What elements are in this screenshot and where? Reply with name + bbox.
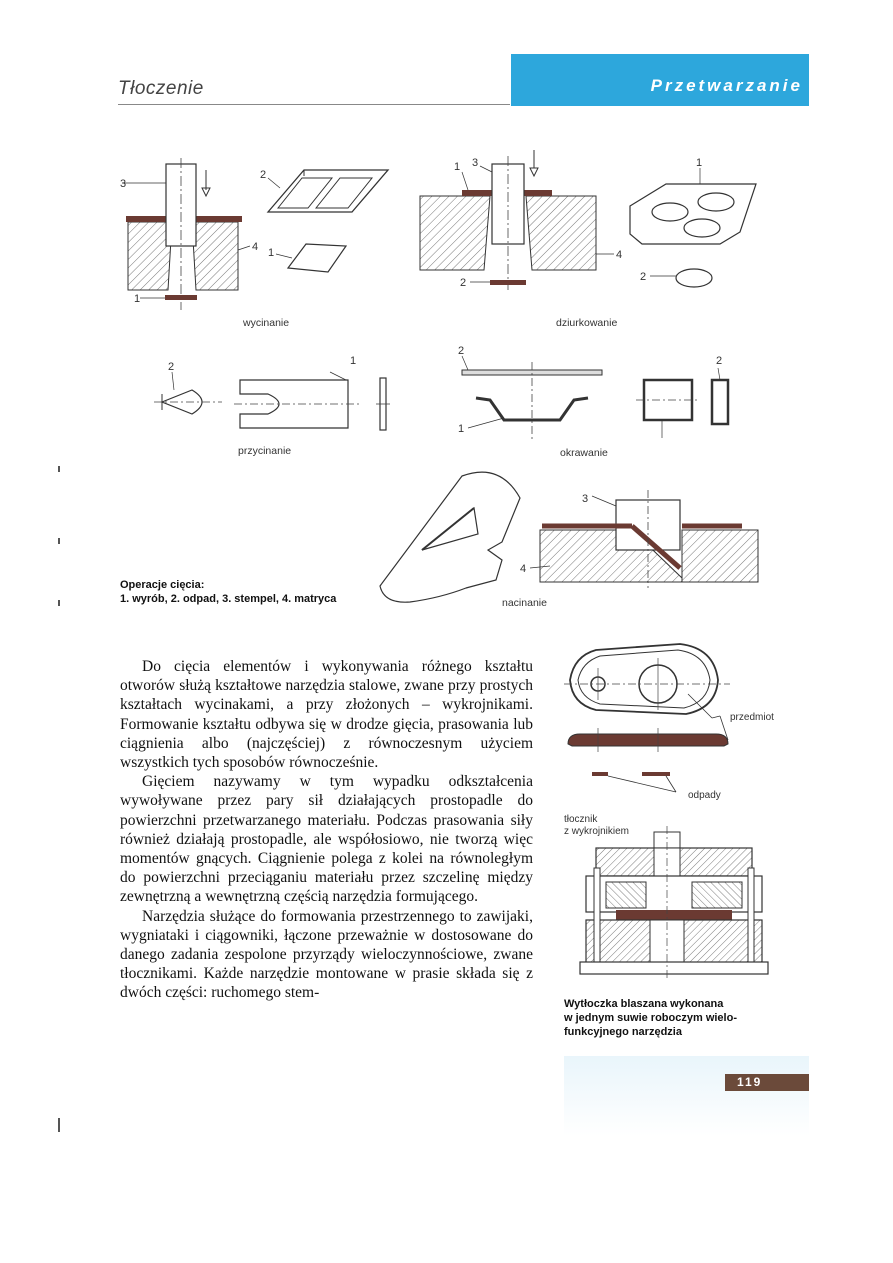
- paragraph: Narzędzia służące do formowania przestrzennego to zawijaki, wygniataki i ciągowniki, łączone przeważnie w dostosowane do danego zadania zespolone przyrządy wieloczynnościowe, zwane tłocznikami. Każde narzędzie montowane w prasie składa się z dwóch części: ruchomego stem-: [120, 907, 533, 1002]
- side-caption-line: funkcyjnego narzędzia: [564, 1026, 682, 1038]
- label: 3: [120, 178, 127, 190]
- operations-caption: [120, 578, 336, 606]
- label: 2: [640, 271, 647, 283]
- operations-caption-title: Operacje cięcia:: [120, 579, 205, 591]
- label: 2: [716, 355, 723, 367]
- side-caption-line: w jednym suwie roboczym wielo-: [564, 1012, 737, 1024]
- label: 3: [582, 493, 589, 505]
- figure-okrawanie: [448, 340, 748, 465]
- label: 4: [520, 563, 527, 575]
- margin-mark: [58, 1118, 60, 1132]
- figure-nacinanie: [370, 468, 760, 618]
- caption-dziurkowanie: dziurkowanie: [556, 317, 618, 329]
- label: 2: [460, 277, 467, 289]
- figure-przycinanie: [150, 350, 400, 460]
- figure-wycinanie: [110, 150, 400, 340]
- label: 4: [616, 249, 623, 261]
- label: 2: [168, 361, 175, 373]
- page-number: 119: [737, 1075, 763, 1089]
- figure-dziurkowanie: [410, 150, 780, 340]
- label: 2: [260, 169, 267, 181]
- label-przedmiot: przedmiot: [730, 712, 774, 723]
- caption-nacinanie: nacinanie: [502, 597, 547, 609]
- body-text: [120, 657, 533, 1003]
- label-odpady: odpady: [688, 790, 721, 801]
- paragraph: Gięciem nazywamy w tym wypadku odkształcenia wywoływane przez pary sił działających prostopadle do powierzchni przetwarzanego materiału. Podczas prasowania siły również działają prostopadle, ale współosiowo, nie tworzą więc momentów gnących. Ciągnienie polega z kolei na równoległym do powierzchni przeciąganiu materiału przez szczelinę między zewnętrzną a wewnętrzną częścią narzędzia formującego.: [120, 773, 533, 906]
- label: 1: [268, 247, 275, 259]
- label-tlocznik-2: z wykrojnikiem: [564, 826, 630, 837]
- label: 1: [134, 293, 141, 305]
- margin-mark: [58, 600, 60, 606]
- section-title: Przetwarzanie: [650, 76, 803, 95]
- chapter-title: Tłoczenie: [118, 78, 204, 99]
- page-footer-band: [564, 1056, 809, 1136]
- paragraph: Do cięcia elementów i wykonywania różnego kształtu otworów służą kształtowe narzędzia stalowe, zwane przy prostych kształtach wycinakami, a przy złożonych – wykrojnikami. Formowanie kształtu odbywa się w drodze gięcia, prasowania lub ciągnienia albo (najczęściej) z równoczesnym użyciem wszystkich tych sposobów równocześnie.: [120, 658, 533, 772]
- margin-mark: [58, 466, 60, 472]
- margin-mark: [58, 538, 60, 544]
- label-tlocznik: tłocznik: [564, 814, 598, 825]
- label: 4: [252, 241, 259, 253]
- caption-przycinanie: przycinanie: [238, 445, 292, 457]
- side-caption: [564, 997, 784, 1039]
- caption-wycinanie: wycinanie: [243, 317, 290, 329]
- figure-wytloczka: [556, 636, 796, 986]
- side-caption-line: Wytłoczka blaszana wykonana: [564, 998, 724, 1010]
- label: 1: [350, 355, 357, 367]
- header-rule: [118, 104, 510, 105]
- operations-caption-legend: 1. wyrób, 2. odpad, 3. stempel, 4. matryca: [120, 593, 337, 605]
- label: 1: [454, 161, 461, 173]
- label: 2: [458, 345, 465, 357]
- label: 1: [458, 423, 465, 435]
- label: 1: [696, 157, 703, 169]
- caption-okrawanie: okrawanie: [560, 447, 608, 459]
- label: 3: [472, 157, 479, 169]
